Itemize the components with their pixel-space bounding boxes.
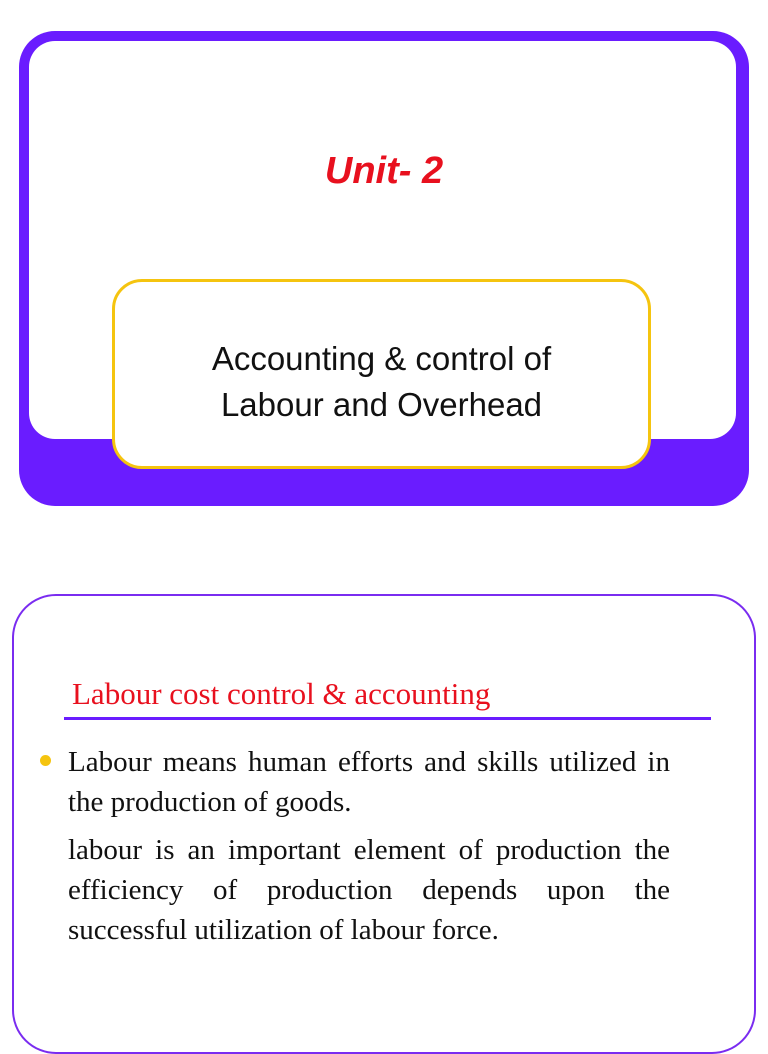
bullet-dot-icon bbox=[40, 755, 51, 766]
slide-heading: Labour cost control & accounting bbox=[72, 676, 491, 711]
paragraph-text: labour is an important element of production the efficiency of production depends upon the successful utilization of labour force. bbox=[68, 834, 670, 946]
subtitle-line-2: Labour and Overhead bbox=[220, 386, 543, 423]
subtitle-line-1: Accounting & control of bbox=[211, 340, 552, 377]
content-slide bbox=[12, 594, 756, 1054]
unit-title: Unit- 2 bbox=[324, 150, 444, 192]
subtitle-box bbox=[112, 279, 651, 469]
heading-underline bbox=[64, 717, 711, 720]
bullet-text: Labour means human efforts and skills utilized in the production of goods. bbox=[68, 746, 670, 818]
